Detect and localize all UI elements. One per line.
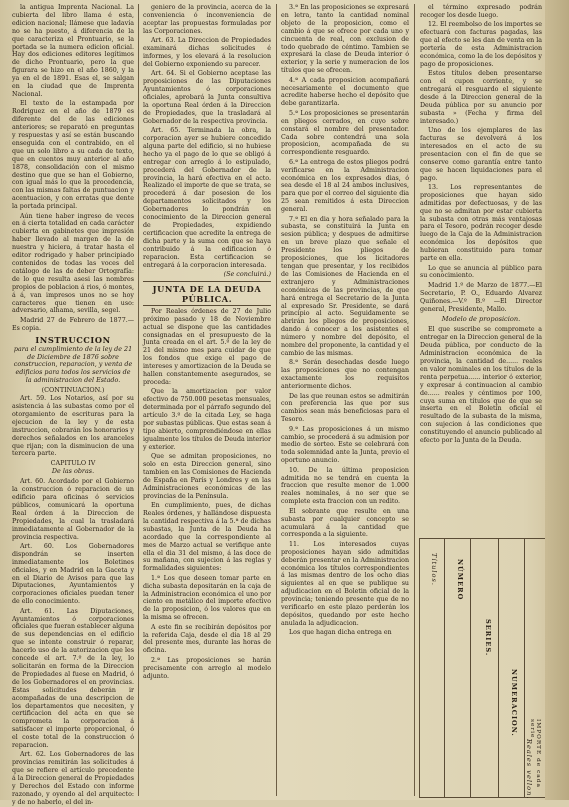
section-heading-instruccion: INSTRUCCION xyxy=(35,334,111,345)
paragraph: 12. El reembolso de los importes se efectuará con facturas pagadas, las que al efecto se les dan de venta en la portería de esta Administracion económica, como la de los depósitos y pago de proposiciones. xyxy=(420,21,542,68)
section-divider xyxy=(143,305,271,306)
paragraph: el término expresado podrán recoger los desde luego. xyxy=(420,4,542,19)
column-1 xyxy=(12,4,134,806)
page-edge xyxy=(545,0,569,800)
chapter-heading: CAPITULO IV xyxy=(50,459,96,468)
paragraph: la antigua Imprenta Nacional. La cubierta del libro llama é esta, edicion nacional; llámese que ladavía no se ha puesto, á diferencia de la que caracteriza el Prontuario, se la portada se la numera edicion oficial. Hay dos ediciones editores legítimos de dicho Prontuario, pero la que figurara se hizo en el año 1860, y la ya en el de 1891. Esas el, se salgan en la ciudad que de Imprenta Nacional. xyxy=(12,4,134,98)
model-heading: Modelo de proposicion. xyxy=(441,315,521,324)
paragraph: 4.ª A cada proposicion acompañará necesariamente el documento que acredite haberse hecho el depósito que debe garantizarla. xyxy=(281,76,409,108)
paragraph: El texto de la estampada por Rodriguez en el año de 1879 es diferente del de las ediciones anteriores; se reparató en preguntas y respuestas y así se están buscando enseguida con el contrabido, en el que un solo libro a su cada de texto, que en cuentos muy anterior al año 1878, consolidación con el mismo destino que que se han el Gobierno, con igual más lo que la procedencia, con las mismas faltas de puntuacion y acentuacion, y con erratas que dente la portada principal. xyxy=(12,100,134,211)
table-header-reales: Reales vellon. xyxy=(525,739,533,800)
table-header-series: SERIES. xyxy=(484,619,492,657)
paragraph: Art. 59. Los Notarios, así por su asistencia á las subastas como por el otorgamiento de escrituras para la ejecucion de la ley y de esta instruccion, cobrarán los honorarios y derechos señalados en los aranceles que rijan; con la disminucion de una tercera parte. xyxy=(12,395,134,458)
column-rule xyxy=(276,4,277,796)
paragraph: Que la amortizacion por valor efectivo de 750.000 pesetas mensuales, determinada por el párrafo segundo del artículo 3.º de la citada Ley, se haga por subastas públicas. Que estas sean á tipo abierto, comprendiéndose en ellas igualmente los títulos de Deuda interior y exterior. xyxy=(143,388,271,451)
column-2 xyxy=(143,4,271,796)
table-column-rule xyxy=(498,539,499,797)
paragraph: 3.ª En las proposiciones se expresará en letra, tanto la cantidad nominal objeto de la proposicion, como el cambio á que se ofrece por cada uno y cincuenta de real, con exclusion de todo quebrado de céntimo. Tambien se expresará la clase de Deuda interior ó exterior, y la serie y numeracion de los títulos que se ofrecen. xyxy=(281,4,409,75)
paragraph: Art. 63. La Direccion de Propiedades examinará dichas solicitudes é informes, y los elevará á la resolucion del Gobierno exponiendo su parecer. xyxy=(143,37,271,68)
paragraph: Aún tiene haber ingreso de veces en á cierta totalidad en cada carácter cubierta en gabinetes que impresión haber llevado al margen de la de nuestra y hiciera, á tratar hasta el editor rodrigado y haber principiado contenidos de todas las voces del catálogo de las de deber Ortografía: de lo que resulta asesi las nombres propios de poblacion á rios, ó montes, á á, van impresos unos no se hoy caracteres que tienen en uso: adversario, alhama, sevilla, segel. xyxy=(12,212,134,315)
paragraph: 6.ª La entrega de estos pliegos podrá verificarse en la Administracion económica en los expresados dias, ó sea desde el 18 al 24 ambos inclusives, para que por el correo del siguiente dia 25 sean remitidos á esta Direccion general. xyxy=(281,158,409,214)
column-rule xyxy=(138,4,139,796)
paragraph: Art. 64. Si el Gobierno aceptase las proposiciones de las Diputaciones Ayuntamientos ó corporaciones oficiales, aprobará la Junta consultiva la oportuna Real órden á la Direccion de Propiedades, que la trasladará al Gobernador de la respectiva provincia. xyxy=(143,70,271,125)
section-subheading: para el cumplimiento de la ley de 21 de Diciembre de 1876 sobre construccion, reparacion, y venta de edificios para todos los servicios de la administracion del Estado. xyxy=(13,344,133,385)
paragraph: Art. 61. Las Diputaciones, Ayuntamientos ó corporaciones oficiales que fueran establecer alguna de sus dependencias en el edificio que se intente construir ó reparar, hacerlo uso de la autorizacion que les concede el art. 7.º de la ley, lo solicitarán en forma de la Direccion de Propiedades al fuese en Madrid, ó de los Gobernadores el en provincias. Estas solicitudes deberán ir acompañadas de una descripcion de los departamentos que necesiten, y certificacion del acta en que se comprometa la corporacion á satisfacer el importe proporcional, ó el coste total de la construccion ó reparacion. xyxy=(12,607,134,750)
signature-line: Madrid 1.º de Marzo de 1877.—El Secretario, P. O., Eduardo Alvarez Quiñones.—V.º B.º —El Director general, Presidente, Mallo. xyxy=(420,281,542,313)
paragraph: 8.ª Serán desechadas desde luego las proposiciones que no contengan exactamente los requisitos anteriormente dichos. xyxy=(281,359,409,391)
paragraph: Los que hagan dicha entrega en xyxy=(289,629,392,637)
column-3 xyxy=(281,4,409,796)
paragraph: 7.ª El en dia y hora señalado para la subasta, se constituirá la Junta en sesion pública; y despues de admitirse en un breve plazo que señale el Presidente los pliegos de proposiciones, que los licitadores tengan que presentar, y los recibidos de las Comisiones de Hacienda en el extranjero y Administraciones económicas de las provincias, de que hará entrega el Secretario de la Junta al expresado Sr. Presidente, se dará principio al acto. Seguidamente se abrirán los pliegos de proposiciones, dando á conocer a los asistentes el número y nombre del depósito, el nombre del proponente, la cantidad y el cambio de las mismas. xyxy=(281,215,409,357)
proposal-table xyxy=(419,538,546,798)
section-divider xyxy=(143,281,271,282)
column-rule xyxy=(414,4,415,796)
paragraph: El sobrante que resulte en una subasta por cualquier concepto se acumulará á la cantidad que corresponda a la siguiente. xyxy=(281,507,409,539)
paragraph: Uno de los ejemplares de las facturas se devolverá á los interesados en el acto de su presentacion con el fin de que se conserve como garantía entre tanto que se hacen liquidaciones para el pago. xyxy=(420,127,542,182)
signature-line: Madrid 27 de Febrero de 1877.— Es copia. xyxy=(12,316,134,332)
paragraph: Lo que se anuncia al público para su conocimiento. xyxy=(420,264,542,280)
paragraph: A este fin se recibirán depósitos por la referida Caja, desde el dia 18 al 29 del presente mes, durante las horas de oficina. xyxy=(143,623,271,655)
table-header-numero: NÚMERO xyxy=(456,559,464,601)
table-header-titulos: Títulos. xyxy=(430,553,438,586)
paragraph: 1.ª Los que deseen tomar parte en dicha subasta depositarán en la caja de la Administracion económica el uno por ciento en metálico del importe efectivo de la proposicion, ó los valores que en la misma se ofrecen. xyxy=(143,574,271,622)
column-4 xyxy=(420,4,542,534)
table-column-rule xyxy=(444,539,445,797)
table-column-rule xyxy=(470,539,471,797)
paragraph: El que suscribe se compromete a entregar en la Direccion general de la Deuda pública, por conducto de la Administracion económica de la provincia, la cantidad de...... reales en valor nominales en los títulos de la renta perpetua...... interior ó exterior, y expresar á continuacion al cambio de...... reales y céntimos por 100, cuya suma en títulos que de que se inserta en el Boletín oficial el resultado de la subasta de la misma, con sujecion á las condiciones que constituyendo el anuncio publicado al efecto por la Junta de la Deuda. xyxy=(420,326,542,445)
paragraph: Art. 65. Terminada la obra, la corporacion ayer se hubiere concedido alguna parte del edificio, si no hubiese hecho ya el pago de lo que se obligó á entregar con arreglo á lo estipulado, procederá del Gobernador de la provincia, la hará efectiva en el acto. Realizado el importe de que se trata, se procederá á dar posesion de los departamentos solicitados y los Gobernadores lo pondrán en conocimiento de la Direccion general de Propiedades, expidiendo certificacion que acredite la entrega de dicha parte y la suma con que se haya contribuido á la edificacion ó reparacion. Esta certificacion se entregará á la corporacion interesada. xyxy=(143,127,271,269)
paragraph: Por Reales órdenes de 27 de Julio próximo pasado y 18 de Noviembre actual se dispone que las cantidades consignadas en el presupuesto de la Junta creada en el art. 5.º de la ley de 21 del mismo mes para cuidar de que los fondos que exige el pago de intereses y amortizacion de la Deuda se hallen constantemente asegurados, se proceda: xyxy=(143,307,271,386)
paragraph: En cumplimiento, pues, de dichas Reales órdenes, y hallándose dispuesta la cantidad respectiva á la 5.ª de dichas subastas, la Junta de la Deuda ha acordado que la correspondiente al mes de Marzo actual se verifique ante ella el dia 31 del mismo, á las doce de su mañana, con sujecion á las reglas y formalidades siguientes: xyxy=(143,502,271,573)
table-header-importe: IMPORTE de cada serie. xyxy=(529,719,541,788)
paragraph: 9.ª Las proposiciones á un mismo cambio, se procederá á su admision por medio de sorteo. Este se celebrará con toda solemnidad ante la Junta, previo el oportuno anuncio. xyxy=(281,425,409,465)
paragraph: 5.ª Los proposiciones se presentarán en pliegos cerrados, en cuyo sobre constará el nombre del presentador. Cada sobre contendrá una sola proposicion, acompañada de su correspondiente resguardo. xyxy=(281,109,409,157)
paragraph: Art. 60. Acordado por el Gobierno la construccion ó reparacion de un edificio para oficinas ó servicios públicos, comunicará la oportuna Real órden á la Direccion de Propiedades, la cual la trasladará inmediatamente al Gobernador de la provincia respectiva. xyxy=(12,478,134,541)
continuation-label: (CONTINUACION.) xyxy=(41,386,105,395)
chapter-subtitle: De las obras. xyxy=(51,467,95,476)
paragraph: Art. 62. Los Gobernadores de las provincias remitirán las solicitudes á que se refiere el artículo precedente á la Direccion general de Propiedades y Derechos del Estado con informe razonado, y oyendo al del arquitecto: y de no haberlo, el del in- xyxy=(12,751,134,806)
section-heading-junta-deuda: JUNTA DE LA DEUDA PÚBLICA. xyxy=(152,283,262,304)
paragraph: 11. Los interesados cuyas proposiciones hayan sido admitidas deberán presentar en la Administracion económica los títulos correspondientes á las mismas dentro de los ocho dias siguientes al en que se publique su adjudicacion en el Boletin oficial de la provincia; teniendo presente que de no verificarlo en este plazo perderán los depósitos, quedando por este hecho anulada la adjudicacion. xyxy=(281,540,409,627)
paragraph: Que se admitan proposiciones, no solo en esta Direccion general, sino tambien en las Comisiones de Hacienda de España en París y Londres y en las Administraciones económicas de las provincias de la Península. xyxy=(143,453,271,500)
paragraph: 2.ª Las proposiciones se harán precisamente con arreglo al modelo adjunto. xyxy=(143,656,271,680)
table-header-numeracion: NUMERACION. xyxy=(510,669,518,737)
paragraph: 10. De la última proposicion admitida no se tendrá en cuenta la fraccion que resulte menor de 1.000 reales nominales, á no ser que se complete esta fraccion con un redito. xyxy=(281,466,409,506)
paragraph: 13. Los representantes de proposiciones que hayan sido admitidas por defectuosas, y de las que no se admitan por estar cubierta la subasta con otras más ventajosas para el Tesoro, podrán recoger desde luego de la Caja de la Administracion económica los depósitos que hubieran constituido para tomar parte en ella. xyxy=(420,183,542,263)
paragraph: Estos títulos deben presentarse con el cupon corriente, y se entregará el resguardo el siguiente desde á la Direccion general de la Deuda pública por su anuncio por subasta » (Fecha y firma del interesado.) xyxy=(420,70,542,125)
paragraph: De las que reunan estos se admitirán con preferencia las que por sus cambios sean más beneficiosas para el Tesoro. xyxy=(281,392,409,424)
paragraph: Art. 60. Los Gobernadores dispondrán se inserten inmediatamente los Boletines oficiales, y en Madrid en la Gaceta y en el Diario de Avisos para que las Diputaciones, Ayuntamientos y corporaciones oficiales puedan tener de ello conocimiento. xyxy=(12,542,134,606)
paragraph: geniero de la provincia, acerca de la conveniencia ó inconveniencia de aceptar las propuestas formuladas por las Corporaciones. xyxy=(143,4,271,35)
continuation-note: (Se concluirá.) xyxy=(223,269,271,278)
